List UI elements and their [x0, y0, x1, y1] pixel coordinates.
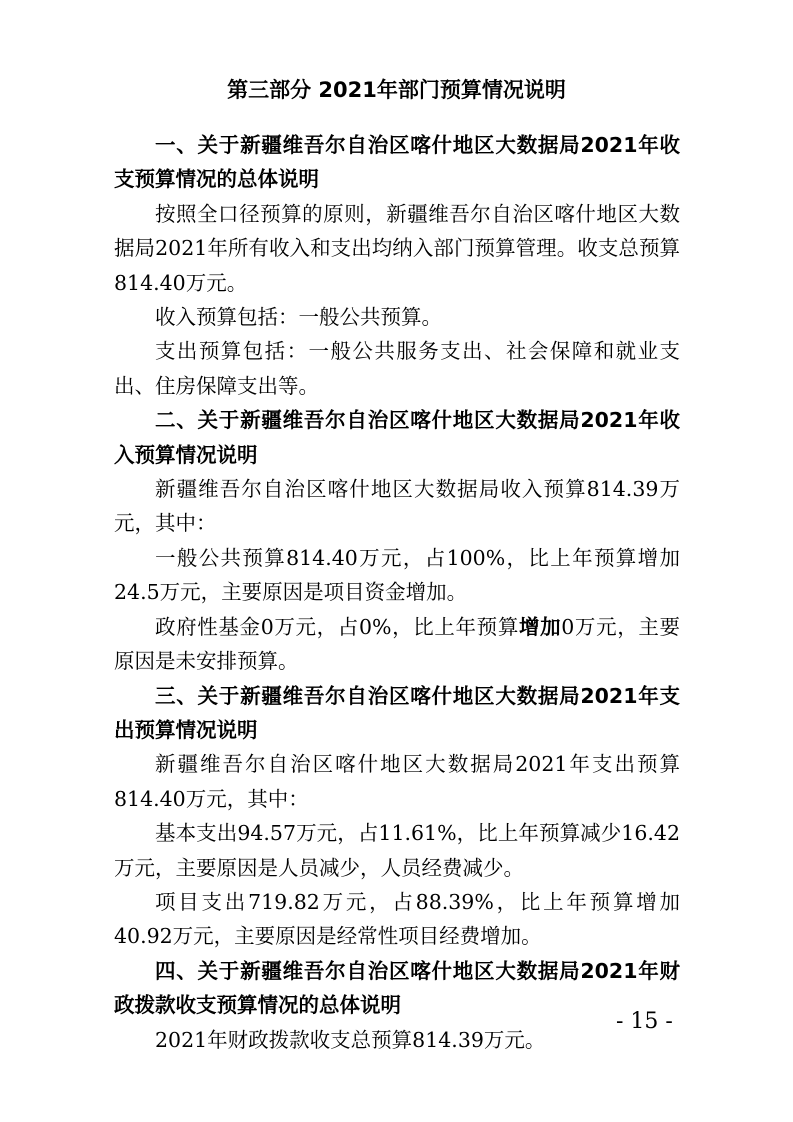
paragraph-fiscal-total: 2021年财政拨款收支总预算814.39万元。	[155, 1027, 546, 1052]
section-heading-1: 一、关于新疆维吾尔自治区喀什地区大数据局2021年收支预算情况的总体说明	[114, 133, 680, 192]
fund-text-a: 政府性基金0万元，占0%，比上年预算	[155, 614, 519, 639]
paragraph-basic-expense: 基本支出94.57万元，占11.61%，比上年预算减少16.42万元，主要原因是人员减少，人员经费减少。	[114, 821, 680, 880]
paragraph-expense-includes: 支出预算包括：一般公共服务支出、社会保障和就业支出、住房保障支出等。	[114, 339, 680, 398]
document-body	[114, 128, 680, 1057]
paragraph-expense-total: 新疆维吾尔自治区喀什地区大数据局2021年支出预算814.40万元，其中：	[114, 752, 680, 811]
paragraph-income-total: 新疆维吾尔自治区喀什地区大数据局收入预算814.39万元，其中：	[114, 477, 680, 536]
fund-text-bold: 增加	[518, 614, 562, 639]
paragraph-general-budget: 一般公共预算814.40万元，占100%，比上年预算增加24.5万元，主要原因是项目资金增加。	[114, 545, 680, 605]
page-number: - 15 -	[616, 1009, 673, 1034]
paragraph-scope: 按照全口径预算的原则，新疆维吾尔自治区喀什地区大数据局2021年所有收入和支出均纳入部门预算管理。收支总预算814.40万元。	[114, 201, 680, 295]
fund-text-b: 0万元，主要原因是未安排预算。	[114, 614, 680, 674]
section-heading-2: 二、关于新疆维吾尔自治区喀什地区大数据局2021年收入预算情况说明	[114, 408, 680, 467]
paragraph-fund-budget	[114, 610, 680, 679]
paragraph-income-includes: 收入预算包括：一般公共预算。	[155, 305, 442, 330]
section-heading-3: 三、关于新疆维吾尔自治区喀什地区大数据局2021年支出预算情况说明	[114, 683, 680, 742]
section-heading-4: 四、关于新疆维吾尔自治区喀什地区大数据局2021年财政拨款收支预算情况的总体说明	[114, 958, 680, 1018]
page-title: 第三部分 2021年部门预算情况说明	[227, 78, 566, 102]
paragraph-project-expense: 项目支出719.82万元，占88.39%，比上年预算增加40.92万元，主要原因是经常性项目经费增加。	[114, 889, 680, 949]
